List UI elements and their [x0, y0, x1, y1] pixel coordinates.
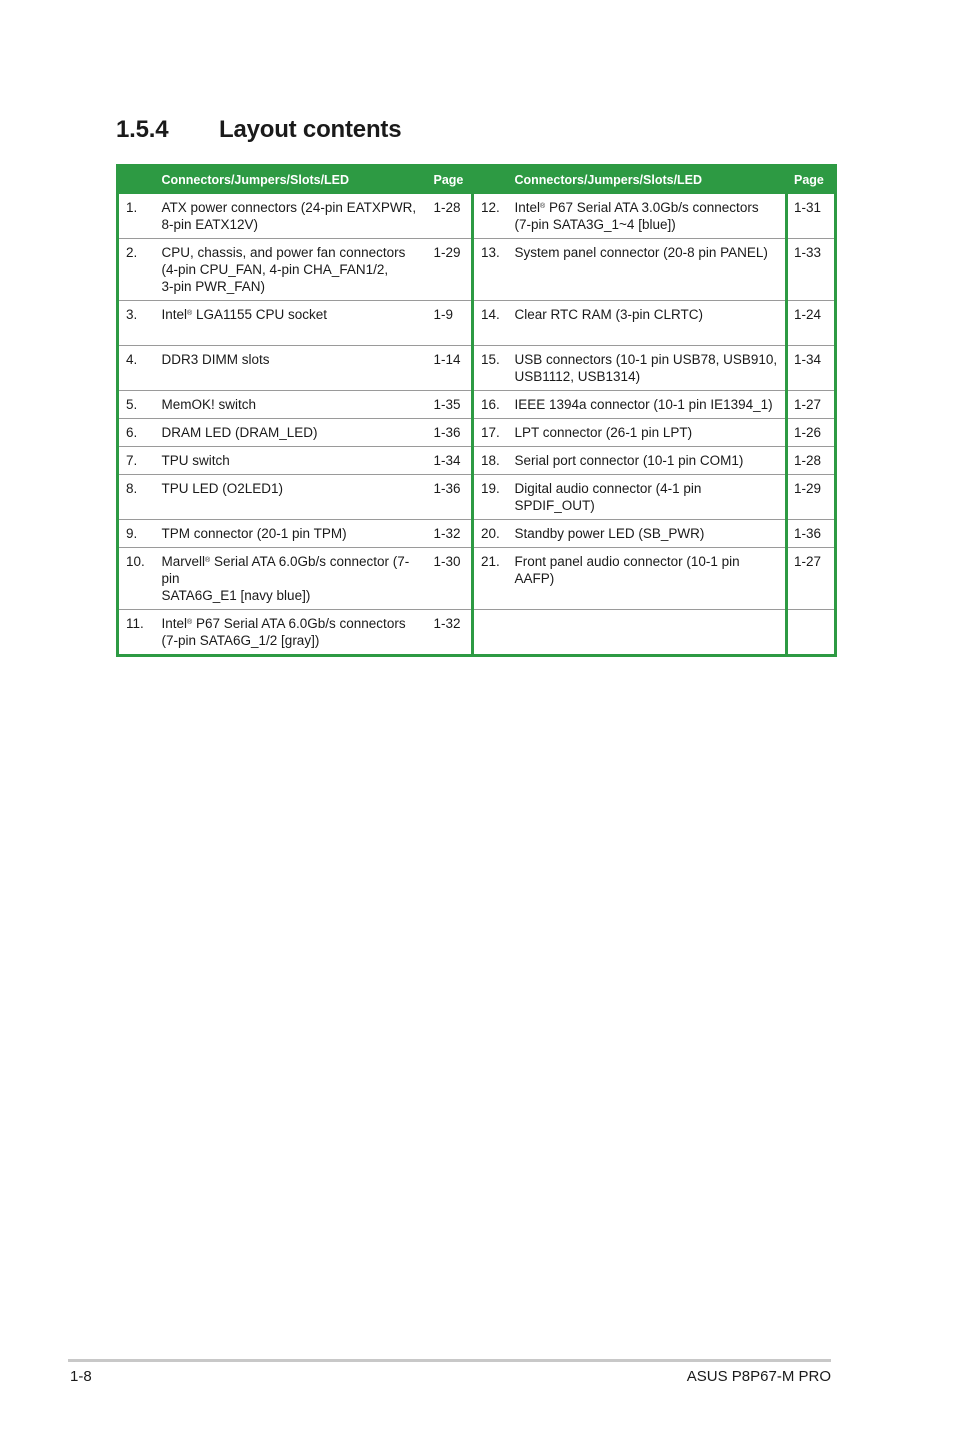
- table-row: [118, 194, 836, 239]
- left-item-text: [162, 615, 422, 632]
- right-item-label: IEEE 1394a connector (10-1 pin IE1394_1): [514, 396, 773, 412]
- left-item-cell: [156, 238, 428, 300]
- footer-product-name: ASUS P8P67-M PRO: [686, 1368, 831, 1385]
- right-item-cell: [509, 519, 787, 547]
- left-item-cell: [156, 609, 428, 655]
- right-item-number: [473, 609, 509, 655]
- right-item-text: [515, 396, 780, 413]
- right-item-text: [515, 525, 780, 542]
- table-row: [118, 474, 836, 519]
- right-item-number: 18.: [473, 446, 509, 474]
- footer-rule: [68, 1359, 831, 1362]
- right-item-number: 19.: [473, 474, 509, 519]
- left-page-number: 1-32: [428, 609, 473, 655]
- right-item-cell: [509, 345, 787, 390]
- right-item-number: 17.: [473, 418, 509, 446]
- right-item-cell: [509, 446, 787, 474]
- right-item-number: 12.: [473, 194, 509, 239]
- left-item-label-continued: Serial ATA 6.0Gb/s connector (7-pin: [161, 553, 410, 586]
- right-item-number: 15.: [473, 345, 509, 390]
- right-item-cell: [509, 474, 787, 519]
- header-right-item: Connectors/Jumpers/Slots/LED: [514, 173, 703, 188]
- left-item-number: 4.: [118, 345, 156, 390]
- left-item-number: 2.: [118, 238, 156, 300]
- right-page-number: 1-36: [787, 519, 836, 547]
- table-row: [118, 345, 836, 390]
- left-item-cell: [156, 446, 428, 474]
- left-item-label: DRAM LED (DRAM_LED): [161, 424, 318, 440]
- right-page-number: 1-27: [787, 390, 836, 418]
- registered-mark: ®: [187, 309, 193, 317]
- left-item-number: 7.: [118, 446, 156, 474]
- right-item-number: 21.: [473, 547, 509, 609]
- right-item-text: [515, 199, 780, 216]
- right-item-label: Intel: [514, 199, 541, 215]
- table-row: [118, 547, 836, 609]
- right-item-text: [515, 351, 780, 368]
- right-item-label: Digital audio connector (4-1 pin SPDIF_OUT): [514, 480, 702, 513]
- layout-contents-table-wrapper: [116, 164, 834, 657]
- table-body: [118, 194, 836, 656]
- left-item-text: [162, 452, 422, 469]
- header-left-page: Page: [428, 166, 473, 194]
- left-item-text: [162, 199, 422, 216]
- right-item-cell: [509, 300, 787, 345]
- left-item-text: [162, 396, 422, 413]
- table-row: [118, 390, 836, 418]
- right-item-text: [515, 480, 780, 514]
- left-item-number: 11.: [126, 615, 144, 631]
- right-item-cell: [509, 609, 787, 655]
- right-item-detail: USB1112, USB1314): [514, 368, 641, 384]
- table-row: [118, 609, 836, 655]
- left-item-text: [162, 351, 422, 368]
- left-page-number: 1-14: [428, 345, 473, 390]
- left-item-cell: [156, 474, 428, 519]
- left-item-text: [162, 306, 422, 323]
- left-page-number: 1-28: [428, 194, 473, 239]
- table-header-row: [118, 166, 836, 194]
- registered-mark: ®: [540, 202, 546, 210]
- left-item-label: Marvell: [161, 553, 206, 569]
- left-item-label-continued: LGA1155 CPU socket: [192, 306, 328, 322]
- right-item-text: [515, 244, 780, 261]
- right-item-detail: (7-pin SATA3G_1~4 [blue]): [514, 216, 676, 232]
- section-title: Layout contents: [219, 116, 402, 143]
- left-page-number: 1-32: [428, 519, 473, 547]
- left-item-label: TPU LED (O2LED1): [161, 480, 284, 496]
- right-page-number: 1-27: [787, 547, 836, 609]
- right-page-number: 1-24: [787, 300, 836, 345]
- registered-mark: ®: [187, 618, 193, 626]
- right-item-label: System panel connector (20-8 pin PANEL): [514, 244, 768, 260]
- table-row: [118, 418, 836, 446]
- right-page-number: 1-29: [787, 474, 836, 519]
- left-item-number: 10.: [118, 547, 156, 609]
- right-item-label: Standby power LED (SB_PWR): [514, 525, 705, 541]
- left-item-label: TPU switch: [161, 452, 230, 468]
- right-item-label-continued: P67 Serial ATA 3.0Gb/s connectors: [545, 199, 759, 215]
- left-item-cell: [156, 547, 428, 609]
- right-page-number: 1-33: [787, 238, 836, 300]
- left-item-number: 5.: [118, 390, 156, 418]
- left-item-label: TPM connector (20-1 pin TPM): [161, 525, 347, 541]
- footer-page-number: 1-8: [70, 1368, 92, 1385]
- left-page-number: 1-29: [428, 238, 473, 300]
- left-item-text: [162, 244, 422, 261]
- left-page-number: 1-34: [428, 446, 473, 474]
- right-page-number: [787, 609, 836, 655]
- left-item-cell: [156, 300, 428, 345]
- left-page-number: 1-30: [428, 547, 473, 609]
- right-item-cell: [509, 390, 787, 418]
- header-left-item: Connectors/Jumpers/Slots/LED: [161, 173, 350, 188]
- table-row: [118, 519, 836, 547]
- left-item-cell: [156, 418, 428, 446]
- left-item-detail: 8-pin EATX12V): [161, 216, 259, 232]
- right-item-text: [515, 452, 780, 469]
- left-item-detail: [162, 323, 422, 340]
- left-item-number: 3.: [118, 300, 156, 345]
- left-item-cell: [156, 519, 428, 547]
- left-item-cell: [156, 194, 428, 239]
- left-item-text: [162, 525, 422, 542]
- right-item-number: 16.: [473, 390, 509, 418]
- right-item-number: 13.: [473, 238, 509, 300]
- table-row: [118, 238, 836, 300]
- left-item-number: 9.: [118, 519, 156, 547]
- left-item-label: Intel: [161, 306, 188, 322]
- header-right-page: Page: [787, 166, 836, 194]
- left-item-text: [162, 424, 422, 441]
- right-page-number: 1-28: [787, 446, 836, 474]
- right-item-number: 14.: [473, 300, 509, 345]
- table-row: [118, 300, 836, 345]
- left-item-cell: [156, 345, 428, 390]
- right-item-number: 20.: [473, 519, 509, 547]
- left-item-text: [162, 553, 422, 587]
- left-item-label: DDR3 DIMM slots: [161, 351, 270, 367]
- left-item-detail: (4-pin CPU_FAN, 4-pin CHA_FAN1/2, 3-pin PWR_FAN): [161, 261, 389, 294]
- left-item-number: 8.: [118, 474, 156, 519]
- right-item-cell: [509, 418, 787, 446]
- right-item-text: [515, 553, 780, 587]
- right-page-number: 1-31: [787, 194, 836, 239]
- left-item-label: CPU, chassis, and power fan connectors: [161, 244, 406, 260]
- right-item-label: Serial port connector (10-1 pin COM1): [514, 452, 744, 468]
- left-item-label: ATX power connectors (24-pin EATXPWR,: [161, 199, 417, 215]
- registered-mark: ®: [205, 556, 211, 564]
- left-page-number: 1-36: [428, 474, 473, 519]
- right-item-text: [515, 306, 780, 323]
- header-right-number: [473, 166, 509, 194]
- left-page-number: 1-36: [428, 418, 473, 446]
- left-item-number: 1.: [118, 194, 156, 239]
- table-row: [118, 446, 836, 474]
- left-item-label: Intel: [161, 615, 188, 631]
- right-item-cell: [509, 194, 787, 239]
- right-item-text: [515, 424, 780, 441]
- right-item-label: LPT connector (26-1 pin LPT): [514, 424, 693, 440]
- right-page-number: 1-34: [787, 345, 836, 390]
- right-item-label: USB connectors (10-1 pin USB78, USB910,: [514, 351, 778, 367]
- header-left-number: [118, 166, 156, 194]
- right-item-cell: [509, 238, 787, 300]
- left-item-label-continued: P67 Serial ATA 6.0Gb/s connectors: [192, 615, 406, 631]
- left-page-number: 1-9: [428, 300, 473, 345]
- left-page-number: 1-35: [428, 390, 473, 418]
- left-item-detail: SATA6G_E1 [navy blue]): [161, 587, 311, 603]
- left-item-text: [162, 480, 422, 497]
- right-item-label: Clear RTC RAM (3-pin CLRTC): [514, 306, 704, 322]
- layout-contents-table: [116, 164, 837, 657]
- section-heading: [116, 116, 401, 144]
- right-item-label: Front panel audio connector (10-1 pin AAFP): [514, 553, 740, 586]
- left-item-detail: (7-pin SATA6G_1/2 [gray]): [161, 632, 320, 648]
- left-item-cell: [156, 390, 428, 418]
- left-item-label: MemOK! switch: [161, 396, 257, 412]
- right-item-cell: [509, 547, 787, 609]
- left-item-number: 6.: [118, 418, 156, 446]
- section-number: 1.5.4: [116, 116, 169, 143]
- right-page-number: 1-26: [787, 418, 836, 446]
